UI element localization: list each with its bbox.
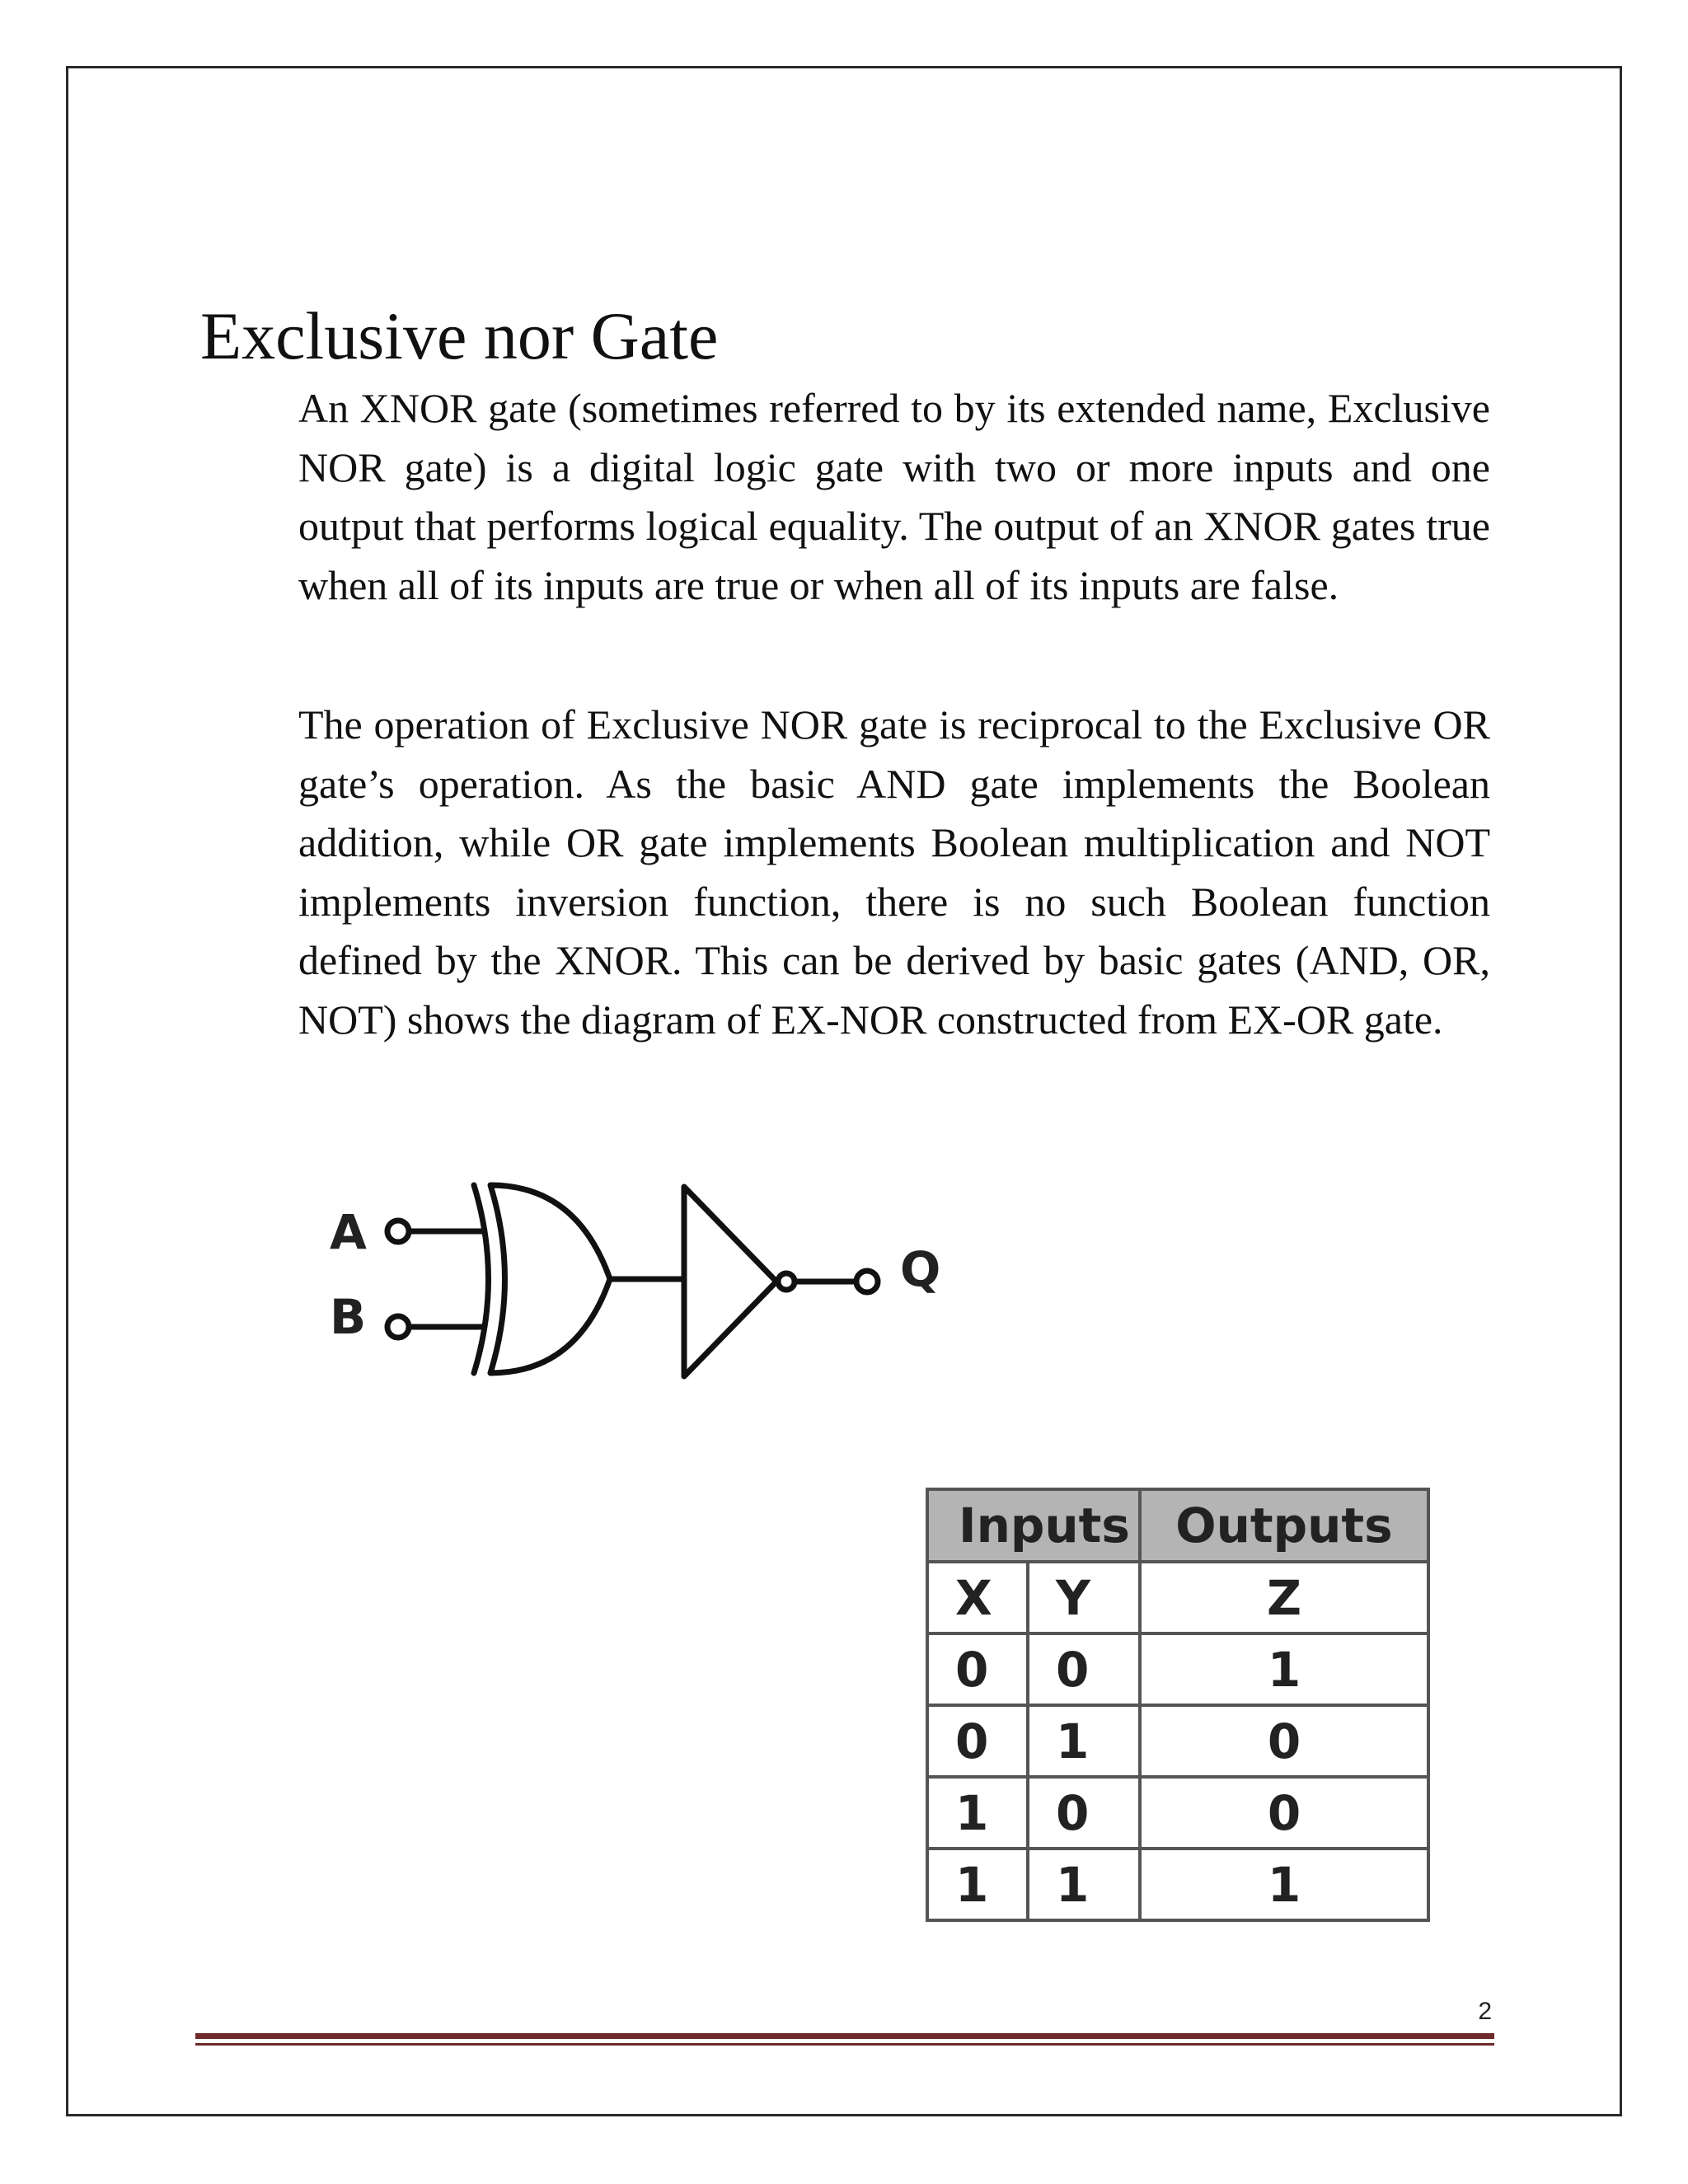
- cell-x: 1: [927, 1849, 1028, 1920]
- table-row: [927, 1849, 1428, 1920]
- input-b-label: B: [330, 1289, 367, 1345]
- cell-x: 0: [927, 1633, 1028, 1705]
- input-b-terminal: [387, 1316, 409, 1338]
- cell-z: 1: [1140, 1849, 1428, 1920]
- not-gate-triangle: [684, 1187, 776, 1376]
- xor-input-curve: [474, 1185, 489, 1373]
- page-number: 2: [1478, 1998, 1492, 2025]
- cell-x: 1: [927, 1777, 1028, 1849]
- output-label: Q: [900, 1241, 941, 1297]
- outputs-header: Outputs: [1140, 1489, 1428, 1562]
- footer-rule-thin: [195, 2043, 1494, 2046]
- cell-y: 0: [1028, 1633, 1140, 1705]
- paragraph-1: An XNOR gate (sometimes referred to by its extended name, Exclusive NOR gate) is a digital logic gate with two or more inputs and one output that performs logical equality. The output of an XNOR gates true when all of its inputs are true or when all of its inputs are false.: [298, 385, 1490, 608]
- column-z-label: Z: [1140, 1562, 1428, 1633]
- cell-y: 1: [1028, 1849, 1140, 1920]
- cell-z: 1: [1140, 1633, 1428, 1705]
- xnor-gate-diagram: [313, 1170, 956, 1434]
- cell-z: 0: [1140, 1777, 1428, 1849]
- column-label-row: [927, 1562, 1428, 1633]
- table-row: [927, 1705, 1428, 1777]
- footer-rule-thick: [195, 2033, 1494, 2039]
- cell-x: 0: [927, 1705, 1028, 1777]
- truth-table: [926, 1488, 1430, 1922]
- column-x-label: X: [927, 1562, 1028, 1633]
- or-gate-body: [490, 1185, 610, 1373]
- table-header-row: [927, 1489, 1428, 1562]
- cell-y: 1: [1028, 1705, 1140, 1777]
- output-terminal: [856, 1271, 878, 1292]
- input-a-label: A: [330, 1204, 367, 1260]
- paragraph-2: The operation of Exclusive NOR gate is reciprocal to the Exclusive OR gate’s operation. As the basic AND gate implements the Boolean addition, while OR gate implements Boolean multiplication and NOT implements inversion function, there is no such Boolean function defined by the XNOR. This can be derived by basic gates (AND, OR, NOT) shows the diagram of EX-NOR constructed from EX-OR gate.: [298, 701, 1490, 1043]
- column-y-label: Y: [1028, 1562, 1140, 1633]
- table-row: [927, 1777, 1428, 1849]
- input-a-terminal: [387, 1221, 409, 1242]
- cell-y: 0: [1028, 1777, 1140, 1849]
- cell-z: 0: [1140, 1705, 1428, 1777]
- table-row: [927, 1633, 1428, 1705]
- inputs-header: Inputs: [927, 1489, 1140, 1562]
- page-title: Exclusive nor Gate: [200, 298, 719, 373]
